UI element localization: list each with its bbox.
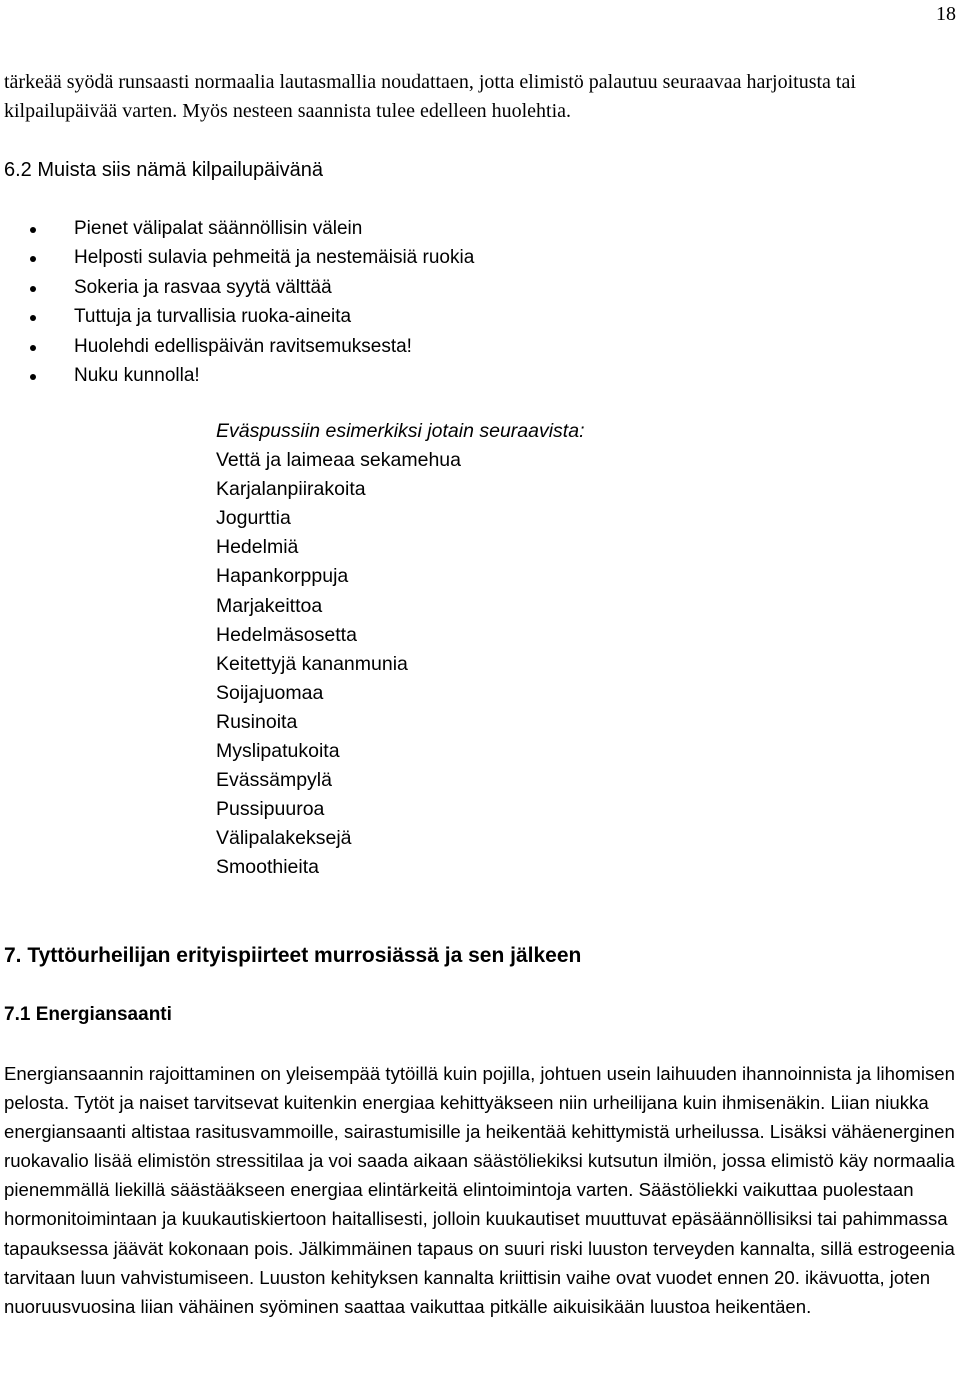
list-item: Jogurttia [216, 507, 291, 530]
list-item: Hedelmäsosetta [216, 623, 357, 646]
section-heading-7: 7. Tyttöurheilijan erityispiirteet murrosiässä ja sen jälkeen [4, 944, 582, 967]
list-item [0, 273, 474, 302]
bullet-icon [30, 315, 36, 321]
list-item [0, 302, 474, 331]
list-item: Pussipuuroa [216, 798, 325, 821]
list-item: Soijajuomaa [216, 681, 324, 704]
bullet-icon [30, 345, 36, 351]
list-item: Rusinoita [216, 710, 298, 733]
bullet-icon [30, 256, 36, 262]
list-item: Karjalanpiirakoita [216, 478, 366, 501]
bullet-icon [30, 227, 36, 233]
bullet-icon [30, 286, 36, 292]
snack-list-heading: Eväspussiin esimerkiksi jotain seuraavista: [216, 420, 585, 442]
energy-intake-paragraph: Energiansaannin rajoittaminen on yleisempää tytöillä kuin pojilla, johtuen usein laihuuden ihannoinnista ja lihomisen pelosta. Tytöt ja naiset tarvitsevat kuitenkin energiaa kehittyäkseen niin urheilijana kuin ihmisenäkin. Liian niukka energiansaanti altistaa rasitusvammoille, sairastumisille ja heikentää kehittymistä urheilussa. Lisäksi vähäenerginen ruokavalio lisää elimistön stressitilaa ja voi saada aikaan säästöliekiksi kutsutun ilmiön, jossa elimistö käy normaalia pienemmällä liekillä säästääkseen energiaa elintärkeitä elintoimintoja varten. Säästöliekki vaikuttaa puolestaan hormonitoimintaan ja kuukautiskiertoon haitallisesti, jolloin kuukautiset muuttuvat epäsäännöllisiksi tai pahimmassa tapauksessa jäävät kokonaan pois. Jälkimmäinen tapaus on suuri riski luuston terveyden kannalta, sillä estrogeenia tarvitaan luun vahvistumiseen. Luuston kehityksen kannalta kriittisin vaihe ovat vuodet ennen 20. ikävuotta, joten nuoruusvuosina liian vähäinen syöminen saattaa vaikuttaa pitkälle aikuisikään luustoa heikentäen. [4, 1063, 955, 1317]
list-item-text: Helposti sulavia pehmeitä ja nestemäisiä ruokia [74, 247, 475, 269]
list-item-text: Nuku kunnolla! [74, 365, 200, 387]
section-heading-7-1: 7.1 Energiansaanti [4, 1004, 172, 1025]
list-item [0, 332, 474, 361]
list-item-text: Sokeria ja rasvaa syytä välttää [74, 276, 332, 298]
list-item-text: Pienet välipalat säännöllisin välein [74, 218, 363, 239]
list-item [0, 243, 474, 272]
list-item: Marjakeittoa [216, 594, 323, 617]
list-item: Hapankorppuja [216, 565, 349, 588]
list-item [0, 361, 474, 390]
list-item: Evässämpylä [216, 769, 332, 792]
section-heading-6-2: 6.2 Muista siis nämä kilpailupäivänä [4, 159, 324, 181]
list-item: Keitettyjä kananmunia [216, 652, 408, 675]
list-item: Välipalakeksejä [216, 827, 352, 850]
competition-day-bullet-list [0, 214, 474, 390]
list-item: Smoothieita [216, 856, 319, 879]
list-item: Vettä ja laimeaa sekamehua [216, 449, 461, 472]
intro-paragraph: tärkeää syödä runsaasti normaalia lautasmallia noudattaen, jotta elimistö palautuu seuraavaa harjoitusta tai kilpailupäivää varten. Myös nesteen saannista tulee edelleen huolehtia. [4, 71, 856, 122]
list-item [0, 214, 474, 243]
list-item: Myslipatukoita [216, 740, 340, 763]
page-number: 18 [936, 3, 956, 25]
list-item: Hedelmiä [216, 536, 299, 559]
snack-list [216, 417, 584, 883]
bullet-icon [30, 374, 36, 380]
list-item-text: Huolehdi edellispäivän ravitsemuksesta! [74, 335, 412, 357]
list-item-text: Tuttuja ja turvallisia ruoka-aineita [74, 306, 352, 328]
